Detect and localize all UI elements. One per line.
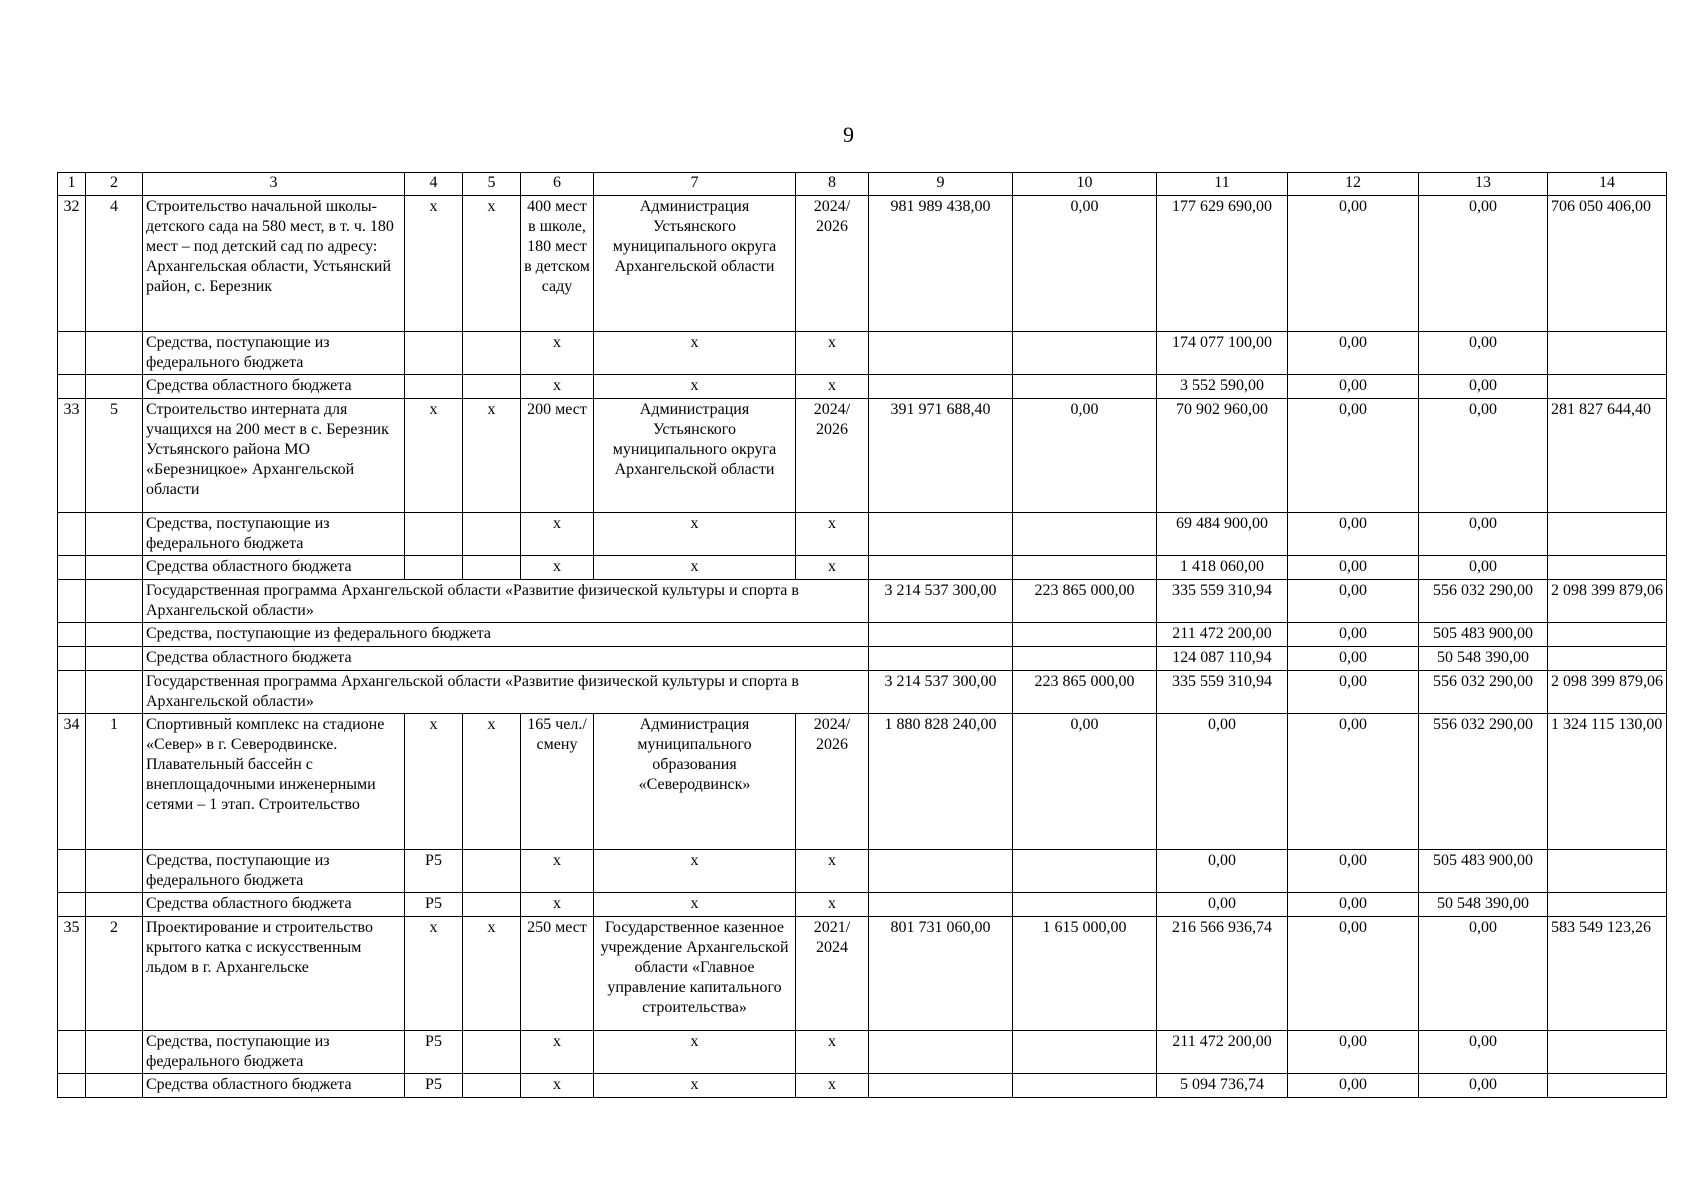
- cell-col-3: Государственная программа Архангельской области «Развитие физической культуры и спорта в Архангельской области»: [143, 580, 869, 623]
- cell-col-14: [1548, 375, 1667, 399]
- cell-col-12: 0,00: [1288, 196, 1419, 332]
- cell-col-12: 0,00: [1288, 714, 1419, 850]
- cell-col-6: 165 чел./ смену: [521, 714, 594, 850]
- col-header: 10: [1013, 173, 1157, 196]
- table-row: [58, 399, 1667, 513]
- cell-col-7: Администрация Устьянского муниципального округа Архангельской области: [594, 399, 796, 513]
- cell-col-11: 69 484 900,00: [1157, 513, 1288, 556]
- cell-col-2: [86, 513, 143, 556]
- cell-col-13: 50 548 390,00: [1419, 647, 1548, 671]
- table-row: [58, 917, 1667, 1031]
- cell-col-3: Средства, поступающие из федерального бюджета: [143, 332, 405, 375]
- cell-col-11: 0,00: [1157, 714, 1288, 850]
- cell-col-7: Государственное казенное учреждение Архангельской области «Главное управление капитального строительства»: [594, 917, 796, 1031]
- table-row: [58, 893, 1667, 917]
- cell-col-14: 2 098 399 879,06: [1548, 580, 1667, 623]
- cell-col-1: 33: [58, 399, 86, 513]
- cell-col-12: 0,00: [1288, 513, 1419, 556]
- cell-col-3: Средства, поступающие из федерального бюджета: [143, 513, 405, 556]
- cell-col-3: Средства областного бюджета: [143, 375, 405, 399]
- cell-col-1: [58, 893, 86, 917]
- cell-col-7: Администрация Устьянского муниципального округа Архангельской области: [594, 196, 796, 332]
- cell-col-7: х: [594, 556, 796, 580]
- cell-col-2: [86, 1074, 143, 1098]
- cell-col-1: [58, 513, 86, 556]
- cell-col-8: х: [796, 850, 869, 893]
- table-row: [58, 375, 1667, 399]
- cell-col-1: [58, 332, 86, 375]
- cell-col-13: 556 032 290,00: [1419, 580, 1548, 623]
- cell-col-7: Администрация муниципального образования «Северодвинск»: [594, 714, 796, 850]
- col-header: 12: [1288, 173, 1419, 196]
- cell-col-13: 0,00: [1419, 332, 1548, 375]
- cell-col-9: [869, 332, 1013, 375]
- cell-col-12: 0,00: [1288, 1074, 1419, 1098]
- cell-col-6: 200 мест: [521, 399, 594, 513]
- cell-col-6: 250 мест: [521, 917, 594, 1031]
- cell-col-6: х: [521, 1074, 594, 1098]
- cell-col-14: [1548, 513, 1667, 556]
- cell-col-13: 556 032 290,00: [1419, 714, 1548, 850]
- cell-col-6: х: [521, 1031, 594, 1074]
- cell-col-10: [1013, 1074, 1157, 1098]
- col-header: 2: [86, 173, 143, 196]
- cell-col-3: Средства областного бюджета: [143, 556, 405, 580]
- cell-col-8: 2024/ 2026: [796, 399, 869, 513]
- col-header: 5: [463, 173, 521, 196]
- cell-col-6: х: [521, 375, 594, 399]
- cell-col-13: 0,00: [1419, 399, 1548, 513]
- cell-col-12: 0,00: [1288, 893, 1419, 917]
- cell-col-8: х: [796, 1031, 869, 1074]
- cell-col-7: х: [594, 513, 796, 556]
- cell-col-1: [58, 623, 86, 647]
- cell-col-13: 0,00: [1419, 375, 1548, 399]
- cell-col-11: 0,00: [1157, 850, 1288, 893]
- cell-col-13: 505 483 900,00: [1419, 850, 1548, 893]
- cell-col-10: [1013, 893, 1157, 917]
- cell-col-12: 0,00: [1288, 1031, 1419, 1074]
- table-row: [58, 556, 1667, 580]
- cell-col-4: х: [405, 196, 463, 332]
- cell-col-13: 556 032 290,00: [1419, 671, 1548, 714]
- cell-col-9: [869, 1074, 1013, 1098]
- cell-col-12: 0,00: [1288, 623, 1419, 647]
- cell-col-1: 34: [58, 714, 86, 850]
- cell-col-12: 0,00: [1288, 375, 1419, 399]
- cell-col-10: [1013, 850, 1157, 893]
- table-row: [58, 714, 1667, 850]
- cell-col-2: 1: [86, 714, 143, 850]
- cell-col-9: [869, 513, 1013, 556]
- cell-col-10: 1 615 000,00: [1013, 917, 1157, 1031]
- cell-col-11: 216 566 936,74: [1157, 917, 1288, 1031]
- cell-col-10: [1013, 556, 1157, 580]
- cell-col-4: х: [405, 714, 463, 850]
- col-header: 6: [521, 173, 594, 196]
- cell-col-9: 981 989 438,00: [869, 196, 1013, 332]
- cell-col-9: 391 971 688,40: [869, 399, 1013, 513]
- budget-table: [57, 172, 1667, 1098]
- col-header: 11: [1157, 173, 1288, 196]
- cell-col-11: 5 094 736,74: [1157, 1074, 1288, 1098]
- cell-col-9: 1 880 828 240,00: [869, 714, 1013, 850]
- col-header: 3: [143, 173, 405, 196]
- cell-col-6: х: [521, 850, 594, 893]
- table-row: [58, 196, 1667, 332]
- cell-col-11: 0,00: [1157, 893, 1288, 917]
- cell-col-3: Строительство интерната для учащихся на 200 мест в с. Березник Устьянского района МО «Березницкое» Архангельской области: [143, 399, 405, 513]
- cell-col-1: [58, 556, 86, 580]
- cell-col-4: Р5: [405, 893, 463, 917]
- cell-col-5: [463, 1031, 521, 1074]
- cell-col-2: [86, 647, 143, 671]
- cell-col-8: 2021/ 2024: [796, 917, 869, 1031]
- cell-col-2: [86, 850, 143, 893]
- cell-col-11: 335 559 310,94: [1157, 580, 1288, 623]
- cell-col-12: 0,00: [1288, 647, 1419, 671]
- cell-col-1: [58, 671, 86, 714]
- cell-col-4: Р5: [405, 1074, 463, 1098]
- cell-col-8: х: [796, 375, 869, 399]
- table-row: [58, 1074, 1667, 1098]
- cell-col-4: [405, 556, 463, 580]
- cell-col-5: [463, 893, 521, 917]
- cell-col-9: [869, 1031, 1013, 1074]
- cell-col-14: 1 324 115 130,00: [1548, 714, 1667, 850]
- cell-col-6: 400 мест в школе, 180 мест в детском саду: [521, 196, 594, 332]
- cell-col-2: 5: [86, 399, 143, 513]
- table-row: [58, 1031, 1667, 1074]
- cell-col-13: 0,00: [1419, 196, 1548, 332]
- cell-col-14: [1548, 647, 1667, 671]
- cell-col-13: 0,00: [1419, 1031, 1548, 1074]
- cell-col-9: [869, 647, 1013, 671]
- table-row: [58, 671, 1667, 714]
- cell-col-10: 0,00: [1013, 714, 1157, 850]
- cell-col-8: х: [796, 556, 869, 580]
- cell-col-2: 2: [86, 917, 143, 1031]
- cell-col-3: Государственная программа Архангельской области «Развитие физической культуры и спорта в Архангельской области»: [143, 671, 869, 714]
- cell-col-10: 0,00: [1013, 399, 1157, 513]
- cell-col-10: 223 865 000,00: [1013, 580, 1157, 623]
- cell-col-11: 3 552 590,00: [1157, 375, 1288, 399]
- cell-col-6: х: [521, 332, 594, 375]
- cell-col-14: 583 549 123,26: [1548, 917, 1667, 1031]
- cell-col-3: Средства, поступающие из федерального бюджета: [143, 1031, 405, 1074]
- cell-col-3: Проектирование и строительство крытого катка с искусственным льдом в г. Архангельске: [143, 917, 405, 1031]
- cell-col-13: 0,00: [1419, 556, 1548, 580]
- cell-col-14: [1548, 1031, 1667, 1074]
- cell-col-12: 0,00: [1288, 399, 1419, 513]
- cell-col-5: [463, 513, 521, 556]
- cell-col-14: 2 098 399 879,06: [1548, 671, 1667, 714]
- cell-col-2: [86, 1031, 143, 1074]
- cell-col-5: [463, 332, 521, 375]
- cell-col-1: [58, 850, 86, 893]
- cell-col-11: 70 902 960,00: [1157, 399, 1288, 513]
- cell-col-7: х: [594, 893, 796, 917]
- cell-col-2: [86, 375, 143, 399]
- cell-col-8: х: [796, 1074, 869, 1098]
- cell-col-3: Строительство начальной школы-детского сада на 580 мест, в т. ч. 180 мест – под детский сад по адресу: Архангельская области, Устьянский район, с. Березник: [143, 196, 405, 332]
- cell-col-11: 177 629 690,00: [1157, 196, 1288, 332]
- cell-col-14: [1548, 556, 1667, 580]
- cell-col-2: [86, 580, 143, 623]
- cell-col-9: 3 214 537 300,00: [869, 671, 1013, 714]
- cell-col-6: х: [521, 513, 594, 556]
- cell-col-12: 0,00: [1288, 580, 1419, 623]
- table-row: [58, 580, 1667, 623]
- table-row: [58, 332, 1667, 375]
- cell-col-8: 2024/ 2026: [796, 196, 869, 332]
- cell-col-9: [869, 556, 1013, 580]
- cell-col-10: [1013, 647, 1157, 671]
- cell-col-10: [1013, 623, 1157, 647]
- cell-col-11: 124 087 110,94: [1157, 647, 1288, 671]
- page-number: 9: [843, 122, 854, 147]
- col-header: 9: [869, 173, 1013, 196]
- cell-col-2: [86, 556, 143, 580]
- cell-col-1: [58, 1031, 86, 1074]
- cell-col-11: 211 472 200,00: [1157, 623, 1288, 647]
- cell-col-7: х: [594, 375, 796, 399]
- cell-col-1: [58, 647, 86, 671]
- col-header: 7: [594, 173, 796, 196]
- cell-col-4: [405, 332, 463, 375]
- cell-col-2: 4: [86, 196, 143, 332]
- cell-col-3: Спортивный комплекс на стадионе «Север» в г. Северодвинске. Плавательный бассейн с внеплощадочными инженерными сетями – 1 этап. Строительство: [143, 714, 405, 850]
- cell-col-12: 0,00: [1288, 332, 1419, 375]
- cell-col-14: [1548, 623, 1667, 647]
- col-header: 13: [1419, 173, 1548, 196]
- cell-col-4: [405, 375, 463, 399]
- cell-col-14: [1548, 332, 1667, 375]
- cell-col-11: 335 559 310,94: [1157, 671, 1288, 714]
- cell-col-12: 0,00: [1288, 917, 1419, 1031]
- cell-col-12: 0,00: [1288, 671, 1419, 714]
- cell-col-10: 223 865 000,00: [1013, 671, 1157, 714]
- cell-col-5: [463, 850, 521, 893]
- cell-col-7: х: [594, 332, 796, 375]
- cell-col-12: 0,00: [1288, 850, 1419, 893]
- cell-col-4: х: [405, 917, 463, 1031]
- cell-col-12: 0,00: [1288, 556, 1419, 580]
- table-row: [58, 623, 1667, 647]
- cell-col-10: [1013, 332, 1157, 375]
- cell-col-11: 211 472 200,00: [1157, 1031, 1288, 1074]
- col-header: 4: [405, 173, 463, 196]
- cell-col-14: [1548, 893, 1667, 917]
- cell-col-13: 0,00: [1419, 917, 1548, 1031]
- cell-col-8: 2024/ 2026: [796, 714, 869, 850]
- cell-col-10: [1013, 513, 1157, 556]
- cell-col-9: [869, 893, 1013, 917]
- cell-col-5: х: [463, 399, 521, 513]
- cell-col-8: х: [796, 893, 869, 917]
- cell-col-3: Средства, поступающие из федерального бюджета: [143, 850, 405, 893]
- cell-col-5: [463, 556, 521, 580]
- cell-col-9: 801 731 060,00: [869, 917, 1013, 1031]
- cell-col-13: 0,00: [1419, 513, 1548, 556]
- cell-col-2: [86, 893, 143, 917]
- cell-col-4: Р5: [405, 850, 463, 893]
- cell-col-2: [86, 671, 143, 714]
- cell-col-10: [1013, 375, 1157, 399]
- cell-col-5: х: [463, 714, 521, 850]
- cell-col-5: [463, 1074, 521, 1098]
- cell-col-8: х: [796, 332, 869, 375]
- table-row: [58, 513, 1667, 556]
- cell-col-3: Средства областного бюджета: [143, 893, 405, 917]
- cell-col-9: 3 214 537 300,00: [869, 580, 1013, 623]
- cell-col-3: Средства, поступающие из федерального бюджета: [143, 623, 869, 647]
- cell-col-10: [1013, 1031, 1157, 1074]
- cell-col-8: х: [796, 513, 869, 556]
- cell-col-2: [86, 623, 143, 647]
- cell-col-9: [869, 850, 1013, 893]
- cell-col-14: [1548, 850, 1667, 893]
- cell-col-3: Средства областного бюджета: [143, 647, 869, 671]
- table-row: [58, 647, 1667, 671]
- cell-col-4: [405, 513, 463, 556]
- cell-col-5: х: [463, 196, 521, 332]
- cell-col-13: 505 483 900,00: [1419, 623, 1548, 647]
- cell-col-7: х: [594, 1031, 796, 1074]
- cell-col-9: [869, 375, 1013, 399]
- cell-col-9: [869, 623, 1013, 647]
- cell-col-1: [58, 375, 86, 399]
- cell-col-14: [1548, 1074, 1667, 1098]
- cell-col-5: х: [463, 917, 521, 1031]
- cell-col-6: х: [521, 893, 594, 917]
- cell-col-1: 32: [58, 196, 86, 332]
- cell-col-13: 50 548 390,00: [1419, 893, 1548, 917]
- cell-col-10: 0,00: [1013, 196, 1157, 332]
- cell-col-13: 0,00: [1419, 1074, 1548, 1098]
- cell-col-1: [58, 1074, 86, 1098]
- cell-col-11: 1 418 060,00: [1157, 556, 1288, 580]
- col-header: 14: [1548, 173, 1667, 196]
- table-row: [58, 850, 1667, 893]
- cell-col-7: х: [594, 1074, 796, 1098]
- cell-col-14: 706 050 406,00: [1548, 196, 1667, 332]
- cell-col-1: [58, 580, 86, 623]
- cell-col-1: 35: [58, 917, 86, 1031]
- header-row: [58, 173, 1667, 196]
- cell-col-5: [463, 375, 521, 399]
- col-header: 1: [58, 173, 86, 196]
- cell-col-3: Средства областного бюджета: [143, 1074, 405, 1098]
- cell-col-11: 174 077 100,00: [1157, 332, 1288, 375]
- cell-col-4: х: [405, 399, 463, 513]
- col-header: 8: [796, 173, 869, 196]
- cell-col-4: Р5: [405, 1031, 463, 1074]
- cell-col-14: 281 827 644,40: [1548, 399, 1667, 513]
- cell-col-7: х: [594, 850, 796, 893]
- cell-col-2: [86, 332, 143, 375]
- cell-col-6: х: [521, 556, 594, 580]
